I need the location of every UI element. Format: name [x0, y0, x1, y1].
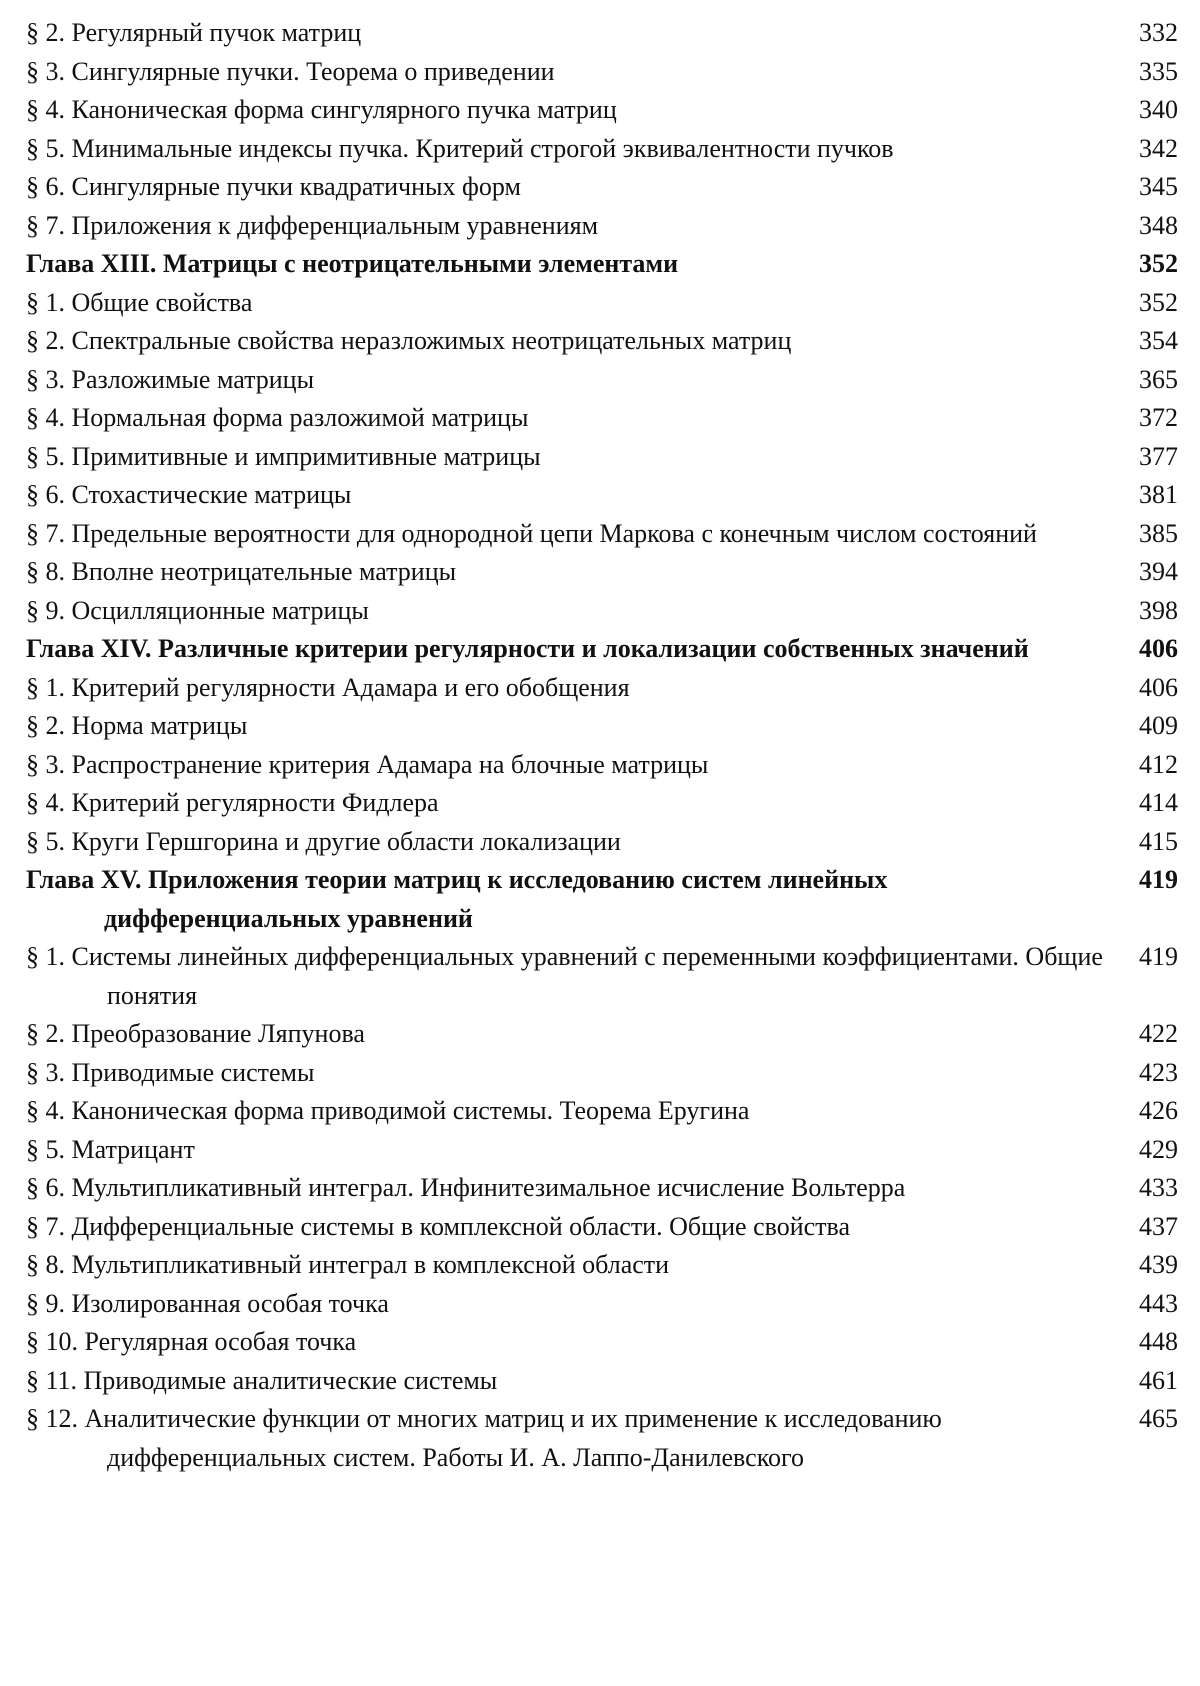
- toc-entry-page-number: 437: [1139, 1211, 1178, 1241]
- toc-entry-title: § 1. Системы линейных дифференциальных уравнений с переменными коэффициентами. Общие понятия: [26, 942, 1103, 1010]
- toc-entry-page-number: 465: [1139, 1404, 1178, 1433]
- toc-entry-title: § 10. Регулярная особая точка: [26, 1327, 357, 1356]
- toc-section-entry[interactable]: [26, 707, 1178, 746]
- toc-entry-page-number: 381: [1139, 480, 1178, 509]
- toc-section-entry[interactable]: [26, 553, 1178, 592]
- toc-entry-title: Глава XIII. Матрицы с неотрицательными элементами: [26, 249, 679, 278]
- toc-entry-page-number: 345: [1139, 172, 1178, 201]
- toc-entry-title: § 4. Нормальная форма разложимой матрицы: [26, 403, 529, 432]
- toc-entry-title: § 3. Разложимые матрицы: [26, 364, 315, 394]
- toc-entry-page-number: 398: [1139, 595, 1178, 625]
- toc-chapter-entry[interactable]: [26, 861, 1178, 938]
- toc-section-entry[interactable]: [26, 130, 1178, 169]
- toc-entry-title: § 2. Регулярный пучок матриц: [26, 18, 362, 47]
- toc-section-entry[interactable]: [26, 14, 1178, 53]
- toc-entry-title: § 4. Каноническая форма сингулярного пучка матриц: [26, 95, 617, 124]
- toc-entry-title: § 2. Преобразование Ляпунова: [26, 1019, 365, 1048]
- toc-entry-title: § 5. Минимальные индексы пучка. Критерий строгой эквивалентности пучков: [26, 133, 894, 163]
- toc-section-entry[interactable]: [26, 1131, 1178, 1170]
- toc-entry-title: § 8. Вполне неотрицательные матрицы: [26, 557, 457, 586]
- toc-entry-title: § 2. Спектральные свойства неразложимых неотрицательных матриц: [26, 326, 792, 355]
- toc-entry-title: § 1. Критерий регулярности Адамара и его обобщения: [26, 672, 630, 702]
- toc-section-entry[interactable]: [26, 361, 1178, 400]
- toc-entry-page-number: 423: [1139, 1057, 1178, 1087]
- toc-section-entry[interactable]: [26, 515, 1178, 554]
- toc-entry-page-number: 414: [1139, 788, 1178, 817]
- toc-section-entry[interactable]: [26, 53, 1178, 92]
- toc-entry-title: § 4. Критерий регулярности Фидлера: [26, 788, 439, 817]
- toc-entry-page-number: 406: [1139, 634, 1178, 663]
- toc-section-entry[interactable]: [26, 746, 1178, 785]
- toc-section-entry[interactable]: [26, 1092, 1178, 1131]
- toc-entry-title: § 7. Предельные вероятности для однородной цепи Маркова с конечным числом состояний: [26, 518, 1037, 548]
- toc-entry-page-number: 419: [1139, 942, 1178, 971]
- toc-entry-title: § 6. Мультипликативный интеграл. Инфинитезимальное исчисление Вольтерра: [26, 1173, 906, 1202]
- toc-entry-page-number: 372: [1139, 403, 1178, 432]
- toc-entry-title: § 9. Осцилляционные матрицы: [26, 595, 369, 625]
- toc-section-entry[interactable]: [26, 1323, 1178, 1362]
- toc-entry-page-number: 352: [1139, 287, 1178, 317]
- toc-entry-page-number: 461: [1139, 1365, 1178, 1395]
- toc-section-entry[interactable]: [26, 322, 1178, 361]
- toc-entry-page-number: 443: [1139, 1288, 1178, 1318]
- toc-entry-page-number: 415: [1139, 826, 1178, 856]
- toc-section-entry[interactable]: [26, 784, 1178, 823]
- toc-entry-title: § 9. Изолированная особая точка: [26, 1288, 389, 1318]
- toc-section-entry[interactable]: [26, 1400, 1178, 1477]
- toc-entry-page-number: 426: [1139, 1096, 1178, 1125]
- toc-section-entry[interactable]: [26, 1208, 1178, 1247]
- toc-entry-title: § 6. Сингулярные пучки квадратичных форм: [26, 172, 521, 201]
- toc-entry-title: § 3. Распространение критерия Адамара на блочные матрицы: [26, 749, 709, 779]
- toc-entry-page-number: 342: [1139, 133, 1178, 163]
- toc-entry-page-number: 385: [1139, 518, 1178, 548]
- toc-entry-title: § 4. Каноническая форма приводимой системы. Теорема Еругина: [26, 1096, 750, 1125]
- toc-entry-page-number: 419: [1139, 865, 1178, 894]
- toc-entry-page-number: 439: [1139, 1250, 1178, 1279]
- toc-entry-page-number: 433: [1139, 1173, 1178, 1202]
- toc-section-entry[interactable]: [26, 476, 1178, 515]
- toc-section-entry[interactable]: [26, 938, 1178, 1015]
- toc-section-entry[interactable]: [26, 1246, 1178, 1285]
- toc-entry-title: § 11. Приводимые аналитические системы: [26, 1365, 498, 1395]
- toc-entry-title: § 1. Общие свойства: [26, 287, 253, 317]
- toc-section-entry[interactable]: [26, 168, 1178, 207]
- toc-entry-page-number: 448: [1139, 1327, 1178, 1356]
- toc-entry-title: Глава XIV. Различные критерии регулярности и локализации собственных значений: [26, 634, 1029, 663]
- toc-section-entry[interactable]: [26, 1285, 1178, 1324]
- toc-entry-page-number: 422: [1139, 1019, 1178, 1048]
- toc-chapter-entry[interactable]: [26, 630, 1178, 669]
- toc-entry-page-number: 429: [1139, 1134, 1178, 1164]
- toc-section-entry[interactable]: [26, 91, 1178, 130]
- toc-entry-page-number: 335: [1139, 56, 1178, 86]
- toc-entry-title: § 3. Сингулярные пучки. Теорема о приведении: [26, 56, 555, 86]
- toc-section-entry[interactable]: [26, 1015, 1178, 1054]
- toc-section-entry[interactable]: [26, 1054, 1178, 1093]
- toc-entry-title: § 5. Примитивные и импримитивные матрицы: [26, 441, 541, 471]
- toc-section-entry[interactable]: [26, 207, 1178, 246]
- toc-entry-page-number: 348: [1139, 210, 1178, 240]
- toc-entry-title: § 5. Матрицант: [26, 1134, 195, 1164]
- toc-entry-title: § 7. Дифференциальные системы в комплексной области. Общие свойства: [26, 1211, 851, 1241]
- toc-section-entry[interactable]: [26, 592, 1178, 631]
- toc-section-entry[interactable]: [26, 438, 1178, 477]
- toc-section-entry[interactable]: [26, 823, 1178, 862]
- toc-entry-title: § 7. Приложения к дифференциальным уравнениям: [26, 210, 599, 240]
- toc-entry-page-number: 377: [1139, 441, 1178, 471]
- toc-entry-title: § 12. Аналитические функции от многих матриц и их применение к исследованию дифференциальных систем. Работы И. А. Лаппо-Данилевского: [26, 1404, 942, 1472]
- toc-entry-page-number: 365: [1139, 364, 1178, 394]
- toc-entry-page-number: 340: [1139, 95, 1178, 124]
- toc-entry-title: § 8. Мультипликативный интеграл в комплексной области: [26, 1250, 670, 1279]
- toc-entry-title: § 2. Норма матрицы: [26, 711, 248, 740]
- toc-entry-page-number: 409: [1139, 711, 1178, 740]
- toc-section-entry[interactable]: [26, 1169, 1178, 1208]
- toc-entry-title: Глава XV. Приложения теории матриц к исследованию систем линейных дифференциальных уравнений: [26, 865, 888, 933]
- toc-entry-title: § 3. Приводимые системы: [26, 1057, 315, 1087]
- toc-section-entry[interactable]: [26, 1362, 1178, 1401]
- toc-section-entry[interactable]: [26, 399, 1178, 438]
- toc-entry-page-number: 394: [1139, 557, 1178, 586]
- table-of-contents: [26, 14, 1178, 1477]
- toc-entry-page-number: 412: [1139, 749, 1178, 779]
- toc-entry-page-number: 352: [1139, 249, 1178, 278]
- toc-entry-title: § 5. Круги Гершгорина и другие области локализации: [26, 826, 621, 856]
- toc-section-entry[interactable]: [26, 669, 1178, 708]
- toc-section-entry[interactable]: [26, 284, 1178, 323]
- toc-entry-page-number: 332: [1139, 18, 1178, 47]
- toc-entry-title: § 6. Стохастические матрицы: [26, 480, 352, 509]
- toc-entry-page-number: 354: [1139, 326, 1178, 355]
- toc-entry-page-number: 406: [1139, 672, 1178, 702]
- toc-chapter-entry[interactable]: [26, 245, 1178, 284]
